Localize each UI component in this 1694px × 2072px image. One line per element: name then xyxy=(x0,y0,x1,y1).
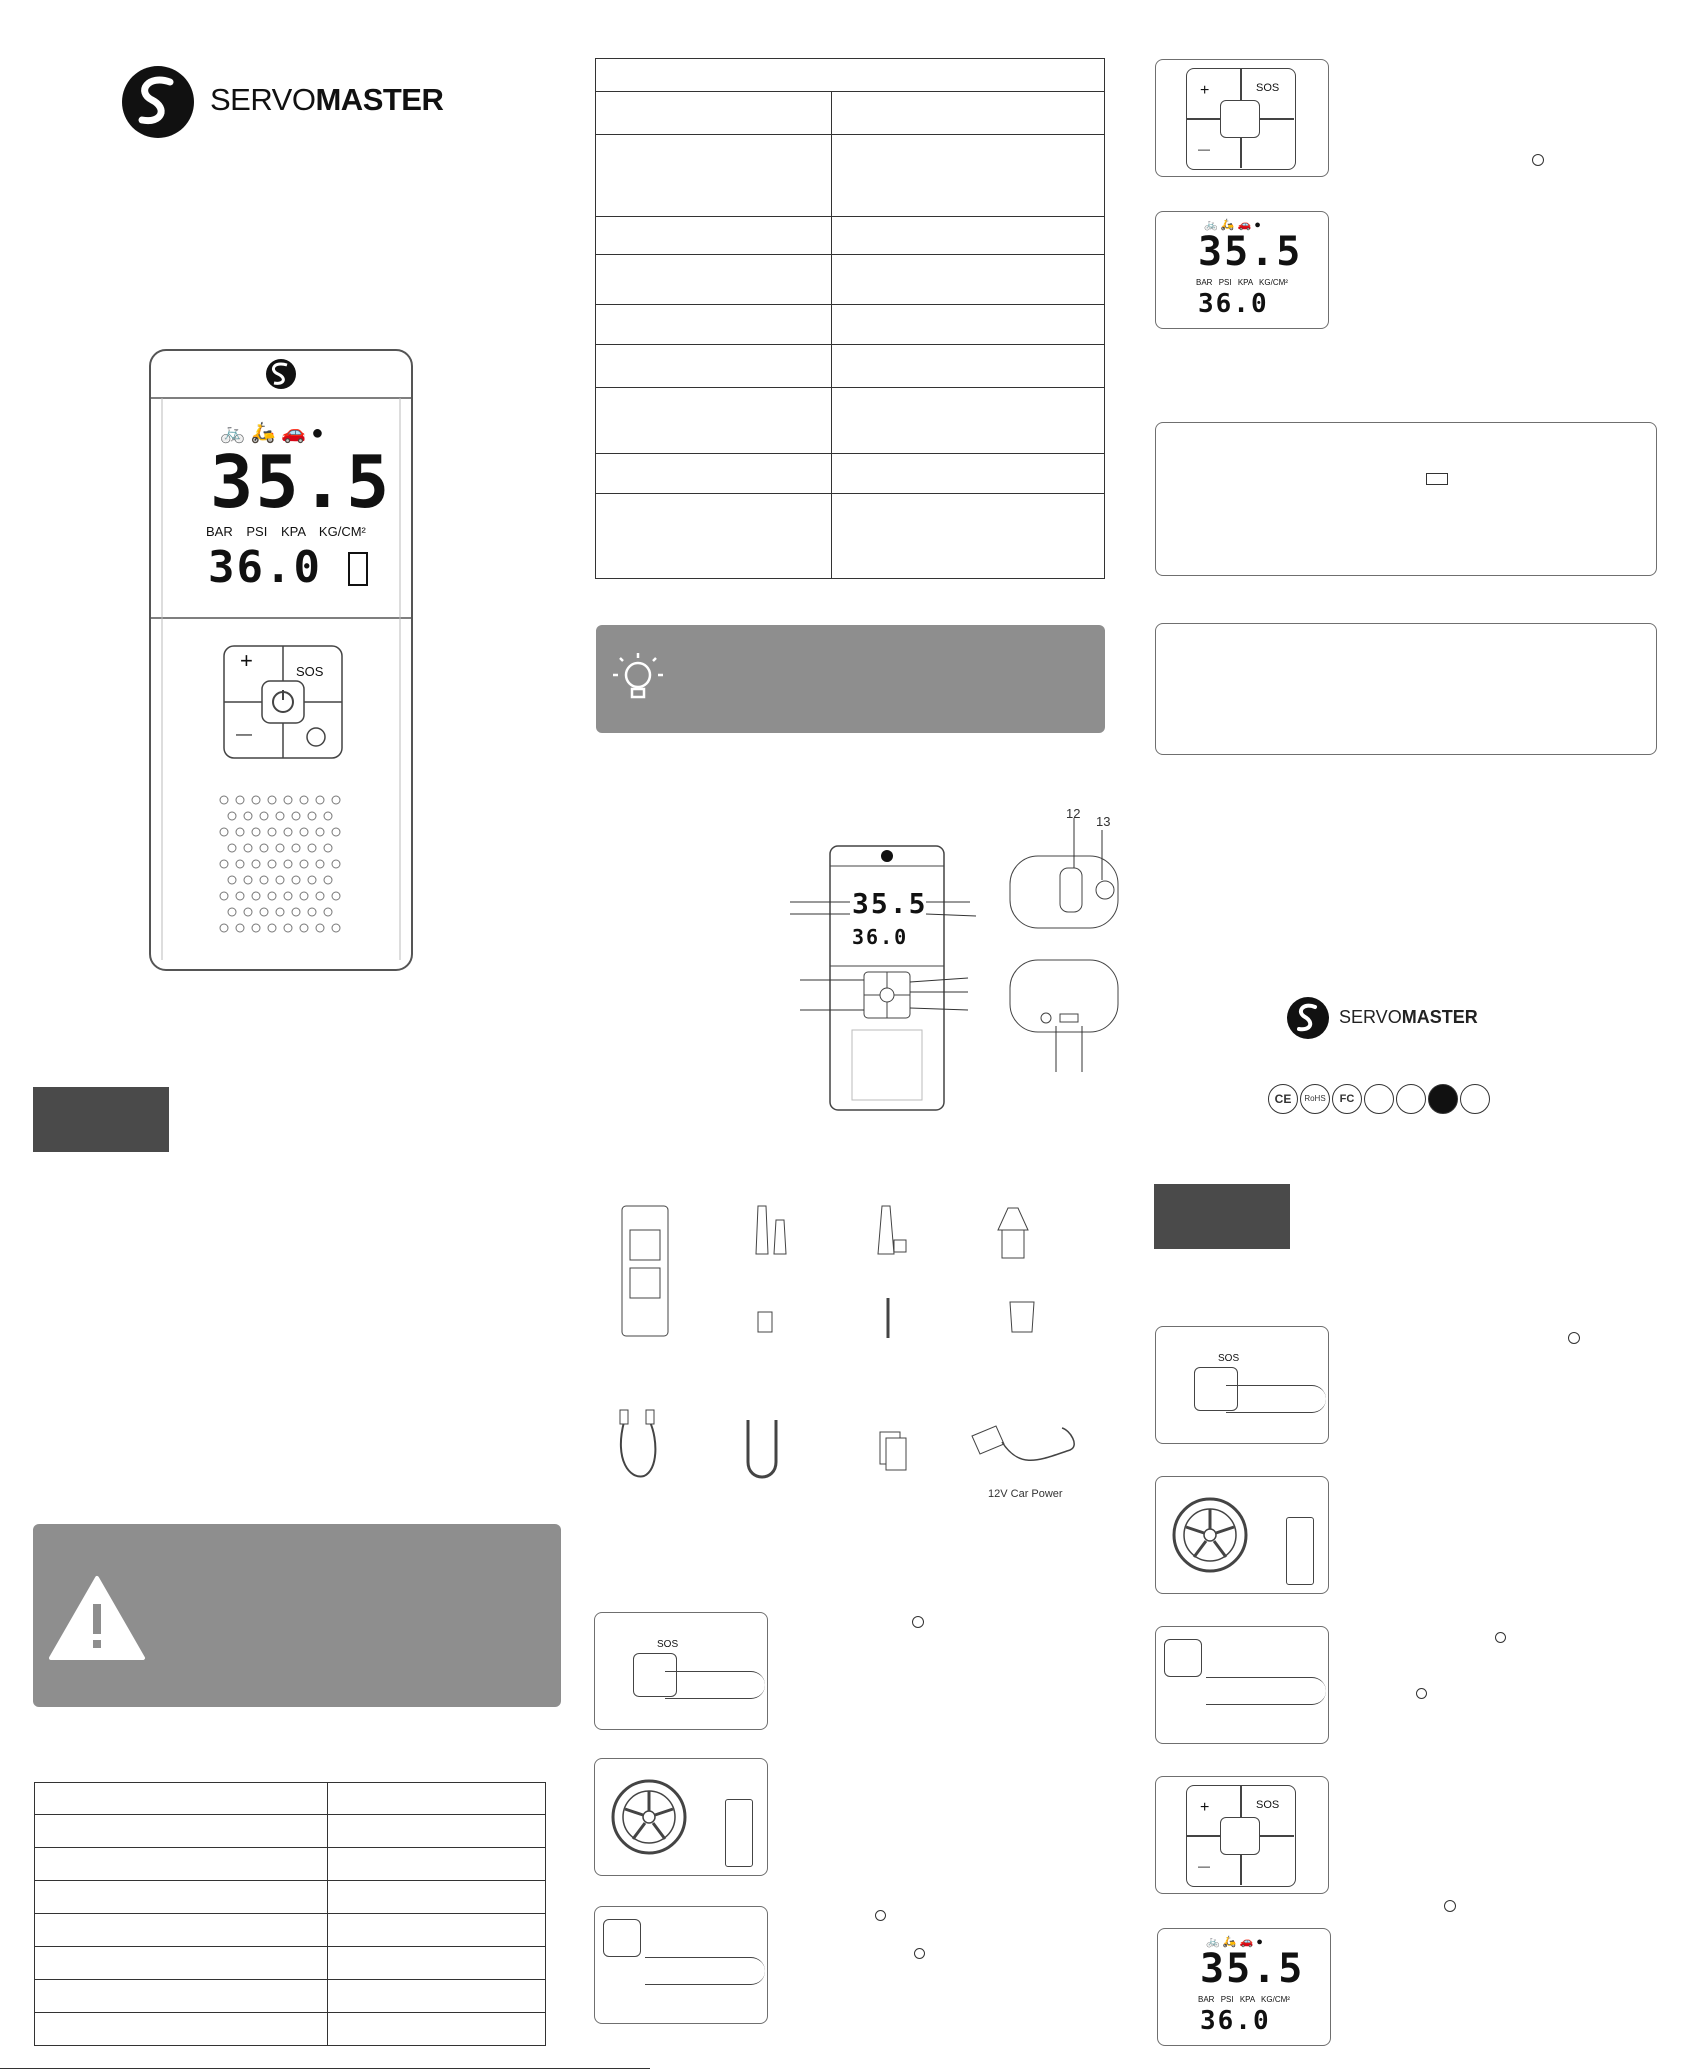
brand-name-part1: SERVO xyxy=(210,82,316,117)
car-icon: 🚗 xyxy=(280,422,306,444)
section-header-block-2 xyxy=(1154,1184,1290,1249)
blank-mark-icon xyxy=(1460,1084,1490,1114)
sos-key-label[interactable]: SOS xyxy=(296,664,324,679)
car-power-label: 12V Car Power xyxy=(988,1488,1063,1500)
accessories-grid xyxy=(600,1200,1100,1510)
power-icon xyxy=(1568,1332,1580,1344)
battery-icon xyxy=(1426,473,1448,485)
power-button-icon xyxy=(603,1919,641,1957)
main-pressure-value: 35.5 xyxy=(210,440,392,524)
fc-mark-icon: FC xyxy=(1332,1084,1362,1114)
diagram-preset-value: 36.0 xyxy=(852,925,909,949)
plus-key-label[interactable]: + xyxy=(240,648,253,673)
certification-row xyxy=(1268,1084,1508,1116)
battery-icon xyxy=(348,552,368,586)
rohs-mark-icon: RoHS xyxy=(1300,1084,1330,1114)
step-box-attach-valve-2 xyxy=(1155,1476,1329,1594)
accessories-drawing-icon xyxy=(600,1200,1100,1510)
lcd-illustration-top: 🚲 🛵 🚗 ● 35.5 BAR PSI KPA KG/CM² 36.0 xyxy=(1155,211,1329,329)
callout-13: 13 xyxy=(1096,814,1111,829)
lcd-illustration-bottom: 🚲 🛵 🚗 ● 35.5 BAR PSI KPA KG/CM² 36.0 xyxy=(1157,1928,1331,2046)
ball-icon: ● xyxy=(311,422,324,444)
tire-wheel-icon xyxy=(609,1777,689,1857)
servomaster-logo-icon xyxy=(1285,995,1331,1041)
cycle-icon-2 xyxy=(914,1948,925,1959)
ce-mark-icon: CE xyxy=(1268,1084,1298,1114)
cycle-icon-2 xyxy=(1416,1688,1427,1699)
device-small-icon xyxy=(780,800,1140,1120)
brand-logo-small: SERVOMASTER xyxy=(1285,995,1485,1045)
info-box-note xyxy=(1155,623,1657,755)
cycle-icon xyxy=(1495,1632,1506,1643)
keypad-illustration-bottom: SOS + — xyxy=(1155,1776,1329,1894)
bottom-edge-line xyxy=(0,2068,650,2069)
disposal-icon xyxy=(1396,1084,1426,1114)
small-device-icon xyxy=(725,1799,753,1867)
step-box-attach-valve xyxy=(594,1758,768,1876)
spec-table-top xyxy=(595,58,1105,579)
parts-diagram xyxy=(780,800,1140,1120)
warning-triangle-icon xyxy=(47,1574,147,1664)
info-box-battery xyxy=(1155,422,1657,576)
brand-logo xyxy=(118,62,444,142)
cycle-icon xyxy=(875,1910,886,1921)
device-illustration xyxy=(148,348,414,972)
lightbulb-icon xyxy=(610,651,666,707)
diagram-main-value: 35.5 xyxy=(852,887,928,920)
minus-key-label[interactable]: — xyxy=(236,726,252,743)
power-icon xyxy=(912,1616,924,1628)
power-button-icon xyxy=(1220,1817,1260,1855)
bicycle-icon: 🚲 xyxy=(220,422,245,444)
warning-panel xyxy=(33,1524,561,1707)
unit-labels: BAR PSI KPA KG/CM² xyxy=(206,524,366,539)
step-box-start-inflate-2 xyxy=(1155,1626,1329,1744)
power-icon xyxy=(1532,154,1544,166)
keypad-illustration-top: SOS + — xyxy=(1155,59,1329,177)
preset-pressure-value: 36.0 xyxy=(208,542,322,593)
spec-table-left xyxy=(34,1782,546,2046)
brand-name-part2: MASTER xyxy=(315,82,444,117)
weee-bin-icon xyxy=(1364,1084,1394,1114)
step-box-start-inflate xyxy=(594,1906,768,2024)
recycle-icon xyxy=(1428,1084,1458,1114)
tire-wheel-icon xyxy=(1170,1495,1250,1575)
power-button-icon xyxy=(1164,1639,1202,1677)
step-box-press-power: SOS xyxy=(594,1612,768,1730)
step-box-press-power-2: SOS xyxy=(1155,1326,1329,1444)
scooter-icon: 🛵 xyxy=(250,422,276,444)
section-header-block xyxy=(33,1087,169,1152)
power-button-icon xyxy=(1220,100,1260,138)
callout-12: 12 xyxy=(1066,806,1081,821)
tip-panel xyxy=(596,625,1105,733)
power-icon xyxy=(1444,1900,1456,1912)
servomaster-logo-icon xyxy=(118,62,198,142)
